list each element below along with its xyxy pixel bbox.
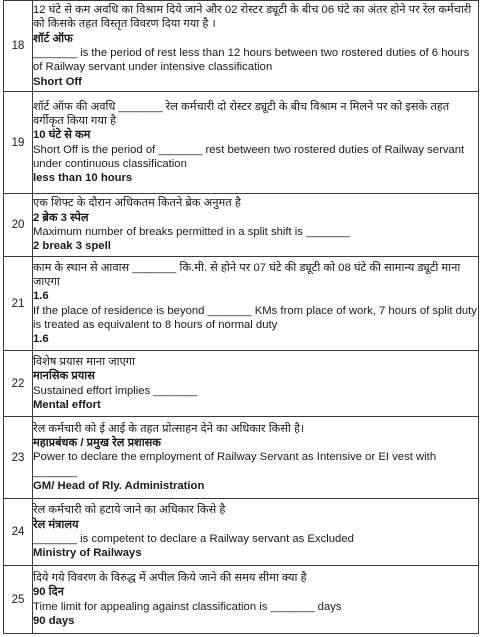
- english-question: Maximum number of breaks permitted in a split shift is _______: [33, 226, 351, 238]
- hindi-question: शॉर्ट ऑफ की अवधि _______ रेल कर्मचारी दो रोस्टर ड्यूटी के बीच विश्राम न मिलने पर को इसके तहत वर्गीकृत किया गया है: [33, 100, 450, 127]
- english-answer: Ministry of Railways: [33, 547, 142, 560]
- question-cell: [33, 257, 479, 351]
- hindi-answer: 90 दिन: [33, 586, 64, 599]
- table-row: [4, 1, 479, 92]
- question-number: 25: [4, 566, 33, 634]
- question-cell: [33, 194, 479, 257]
- hindi-answer: 1.6: [33, 290, 49, 303]
- english-answer: Short Off: [33, 75, 82, 88]
- hindi-question: विशेष प्रयास माना जाएगा: [33, 355, 136, 368]
- table-row: [4, 92, 479, 194]
- hindi-answer: 10 घंटे से कम: [33, 129, 91, 142]
- english-answer: 1.6: [33, 333, 49, 346]
- table-row: [4, 417, 479, 499]
- question-number: 24: [4, 499, 33, 566]
- hindi-answer: शॉर्ट ऑफ: [33, 32, 73, 45]
- english-question: If the place of residence is beyond _______ KMs from place of work, 7 hours of split duty is treated as equivalent to 8 hours of normal duty: [33, 304, 477, 331]
- english-question: Short Off is the period of _______ rest between two rostered duties of Railway servant under continuous classification: [33, 143, 465, 170]
- question-number: 19: [4, 92, 33, 194]
- table-row: [4, 566, 479, 634]
- english-answer: 2 break 3 spell: [33, 240, 111, 253]
- english-question: Time limit for appealing against classification is _______ days: [33, 600, 342, 613]
- hindi-question: एक शिफ्ट के दौरान अधिकतम कितने ब्रेक अनुमत है: [33, 197, 241, 210]
- question-number: 22: [4, 351, 33, 417]
- english-question: _______ is the period of rest less than 12 hours between two rostered duties of 6 hours of Railway servant under intensive classification: [33, 47, 470, 74]
- hindi-answer: मानसिक प्रयास: [33, 370, 95, 383]
- table-row: [4, 194, 479, 257]
- english-question: Sustained effort implies _______: [33, 384, 198, 397]
- question-table: [3, 0, 479, 634]
- question-number: 21: [4, 257, 33, 351]
- hindi-answer: महाप्रबंधक / प्रमुख रेल प्रशासक: [33, 437, 161, 450]
- hindi-answer: रेल मंत्रालय: [33, 518, 79, 531]
- question-cell: [33, 499, 479, 566]
- hindi-question: रेल कर्मचारी को ई आई के तहत प्रोत्साहन देने का अधिकार किसी है।: [33, 422, 305, 435]
- english-question: Power to declare the employment of Railway Servant as Intensive or EI vest with _______: [33, 451, 437, 478]
- table-row: [4, 257, 479, 351]
- table-row: [4, 499, 479, 566]
- question-cell: [33, 1, 479, 92]
- english-question: _______ is competent to declare a Railway servant as Excluded: [33, 533, 354, 545]
- question-cell: [33, 92, 479, 194]
- hindi-question: रेल कर्मचारी को हटाये जाने का अधिकार किसे है: [33, 504, 226, 517]
- hindi-question: दिये गये विवरण के विरुद्ध में अपील किये जाने की समय सीमा क्या है: [33, 571, 307, 584]
- question-number: 18: [4, 1, 33, 92]
- question-cell: [33, 566, 479, 634]
- question-cell: [33, 417, 479, 499]
- english-answer: less than 10 hours: [33, 172, 133, 185]
- english-answer: Mental effort: [33, 398, 101, 411]
- english-answer: GM/ Head of Rly. Administration: [33, 479, 205, 492]
- english-answer: 90 days: [33, 614, 75, 627]
- hindi-answer: 2 ब्रेक 3 स्पेल: [33, 211, 89, 224]
- question-cell: [33, 351, 479, 417]
- table-row: [4, 351, 479, 417]
- hindi-question: 12 घंटे से कम अवधि का विश्राम दिये जाने और 02 रोस्टर ड्यूटी के बीच 06 घंटे का अंतर होने पर रेल कर्मचारी को किसके तहत विस्तृत विवरण दिया गया है ।: [33, 4, 472, 31]
- question-number: 23: [4, 417, 33, 499]
- hindi-question: काम के स्थान से आवास _______ कि.मी. से होने पर 07 घंटे की ड्यूटी को 08 घंटे की सामान्य ड्यूटी माना जाएगा: [33, 261, 461, 288]
- question-number: 20: [4, 194, 33, 257]
